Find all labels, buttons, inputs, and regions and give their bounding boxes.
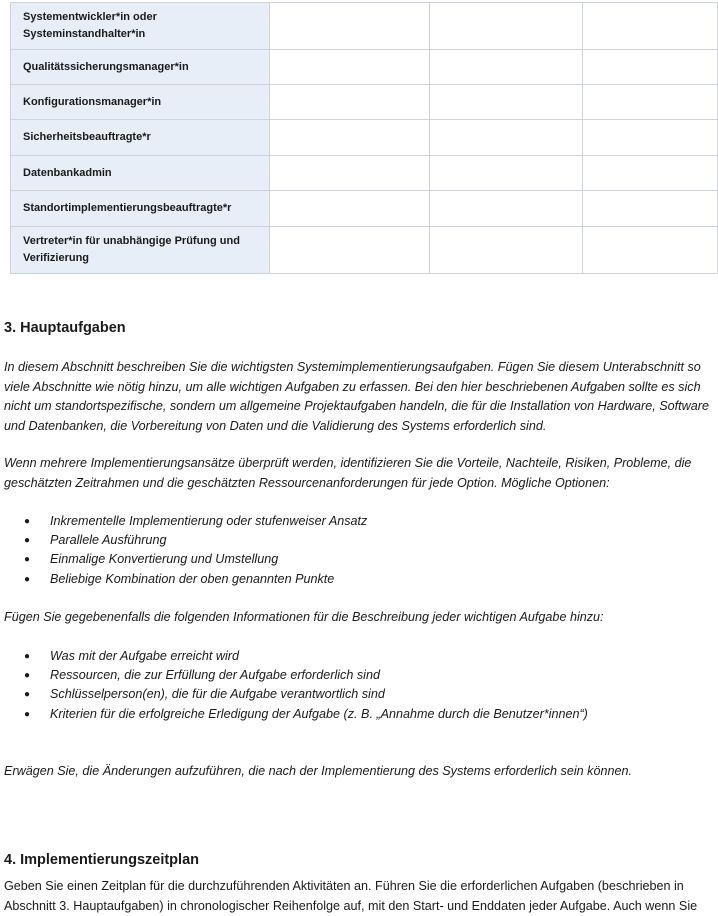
role-cell: Datenbankadmin [11, 156, 270, 191]
list-item: ● Kriterien für die erfolgreiche Erledigung der Aufgabe (z. B. „Annahme durch die Benutzer*innen“) [24, 705, 588, 724]
table-row [11, 156, 718, 191]
blank-cell [583, 156, 718, 191]
blank-cell [583, 85, 718, 120]
table-row [11, 120, 718, 156]
role-cell: Vertreter*in für unabhängige Prüfung und Verifizierung [11, 227, 270, 274]
list-item: ● Beliebige Kombination der oben genannten Punkte [24, 570, 367, 589]
blank-cell [270, 227, 430, 274]
blank-cell [583, 227, 718, 274]
info-list [24, 647, 588, 724]
role-cell: Sicherheitsbeauftragte*r [11, 120, 270, 156]
blank-cell [270, 120, 430, 156]
list-item: ● Parallele Ausführung [24, 531, 367, 550]
table-row [11, 191, 718, 227]
section4-heading: 4. Implementierungszeitplan [4, 852, 199, 868]
blank-cell [430, 3, 583, 50]
blank-cell [583, 120, 718, 156]
list-item: ● Was mit der Aufgabe erreicht wird [24, 647, 588, 666]
section3-heading: 3. Hauptaufgaben [4, 320, 126, 336]
blank-cell [270, 191, 430, 227]
blank-cell [430, 227, 583, 274]
roles-table [10, 2, 718, 274]
options-intro: Wenn mehrere Implementierungsansätze überprüft werden, identifizieren Sie die Vorteile, Nachteile, Risiken, Probleme, die geschätzten Zeitrahmen und die geschätzten Ressourcenanforderungen für jede Option. Mögliche Optionen: [4, 456, 692, 490]
table-row [11, 50, 718, 85]
section4-text: Geben Sie einen Zeitplan für die durchzuführenden Aktivitäten an. Führen Sie die erforderlichen Aufgaben (beschrieben in Abschnitt 3. Hauptaufgaben) in chronologischer Reihenfolge auf, mit den Start- und Enddaten jeder Aufgabe. Auch wenn Sie [4, 879, 698, 913]
section3-intro: In diesem Abschnitt beschreiben Sie die wichtigsten Systemimplementierungsaufgaben. Fügen Sie diesem Unterabschnitt so viele Abschnitte wie nötig hinzu, um alle wichtigen Aufgaben zu erfassen. Bei den hier beschriebenen Aufgaben sollte es sich nicht um standortspezifische, sondern um allgemeine Projektaufgaben handeln, die für die Installation von Hardware, Software und Datenbanken, die Vorbereitung von Daten und die Validierung des Systems erforderlich sind. [4, 360, 709, 433]
table-row [11, 3, 718, 50]
list-item: ● Inkrementelle Implementierung oder stufenweiser Ansatz [24, 512, 367, 531]
blank-cell [430, 191, 583, 227]
blank-cell [270, 50, 430, 85]
blank-cell [583, 191, 718, 227]
options-list [24, 512, 367, 589]
table-row [11, 85, 718, 120]
blank-cell [430, 85, 583, 120]
role-cell: Standortimplementierungsbeauftragte*r [11, 191, 270, 227]
blank-cell [430, 156, 583, 191]
blank-cell [270, 3, 430, 50]
section3-closing: Erwägen Sie, die Änderungen aufzuführen, die nach der Implementierung des Systems erforderlich sein können. [4, 764, 632, 778]
blank-cell [583, 3, 718, 50]
role-cell: Qualitätssicherungsmanager*in [11, 50, 270, 85]
info-intro: Fügen Sie gegebenenfalls die folgenden Informationen für die Beschreibung jeder wichtigen Aufgabe hinzu: [4, 610, 604, 624]
role-cell: Systementwickler*in oder Systeminstandhalter*in [11, 3, 270, 50]
blank-cell [270, 156, 430, 191]
table-row [11, 227, 718, 274]
blank-cell [583, 50, 718, 85]
list-item: ● Ressourcen, die zur Erfüllung der Aufgabe erforderlich sind [24, 666, 588, 685]
blank-cell [430, 120, 583, 156]
list-item: ● Schlüsselperson(en), die für die Aufgabe verantwortlich sind [24, 685, 588, 704]
blank-cell [430, 50, 583, 85]
blank-cell [270, 85, 430, 120]
role-cell: Konfigurationsmanager*in [11, 85, 270, 120]
list-item: ● Einmalige Konvertierung und Umstellung [24, 550, 367, 569]
